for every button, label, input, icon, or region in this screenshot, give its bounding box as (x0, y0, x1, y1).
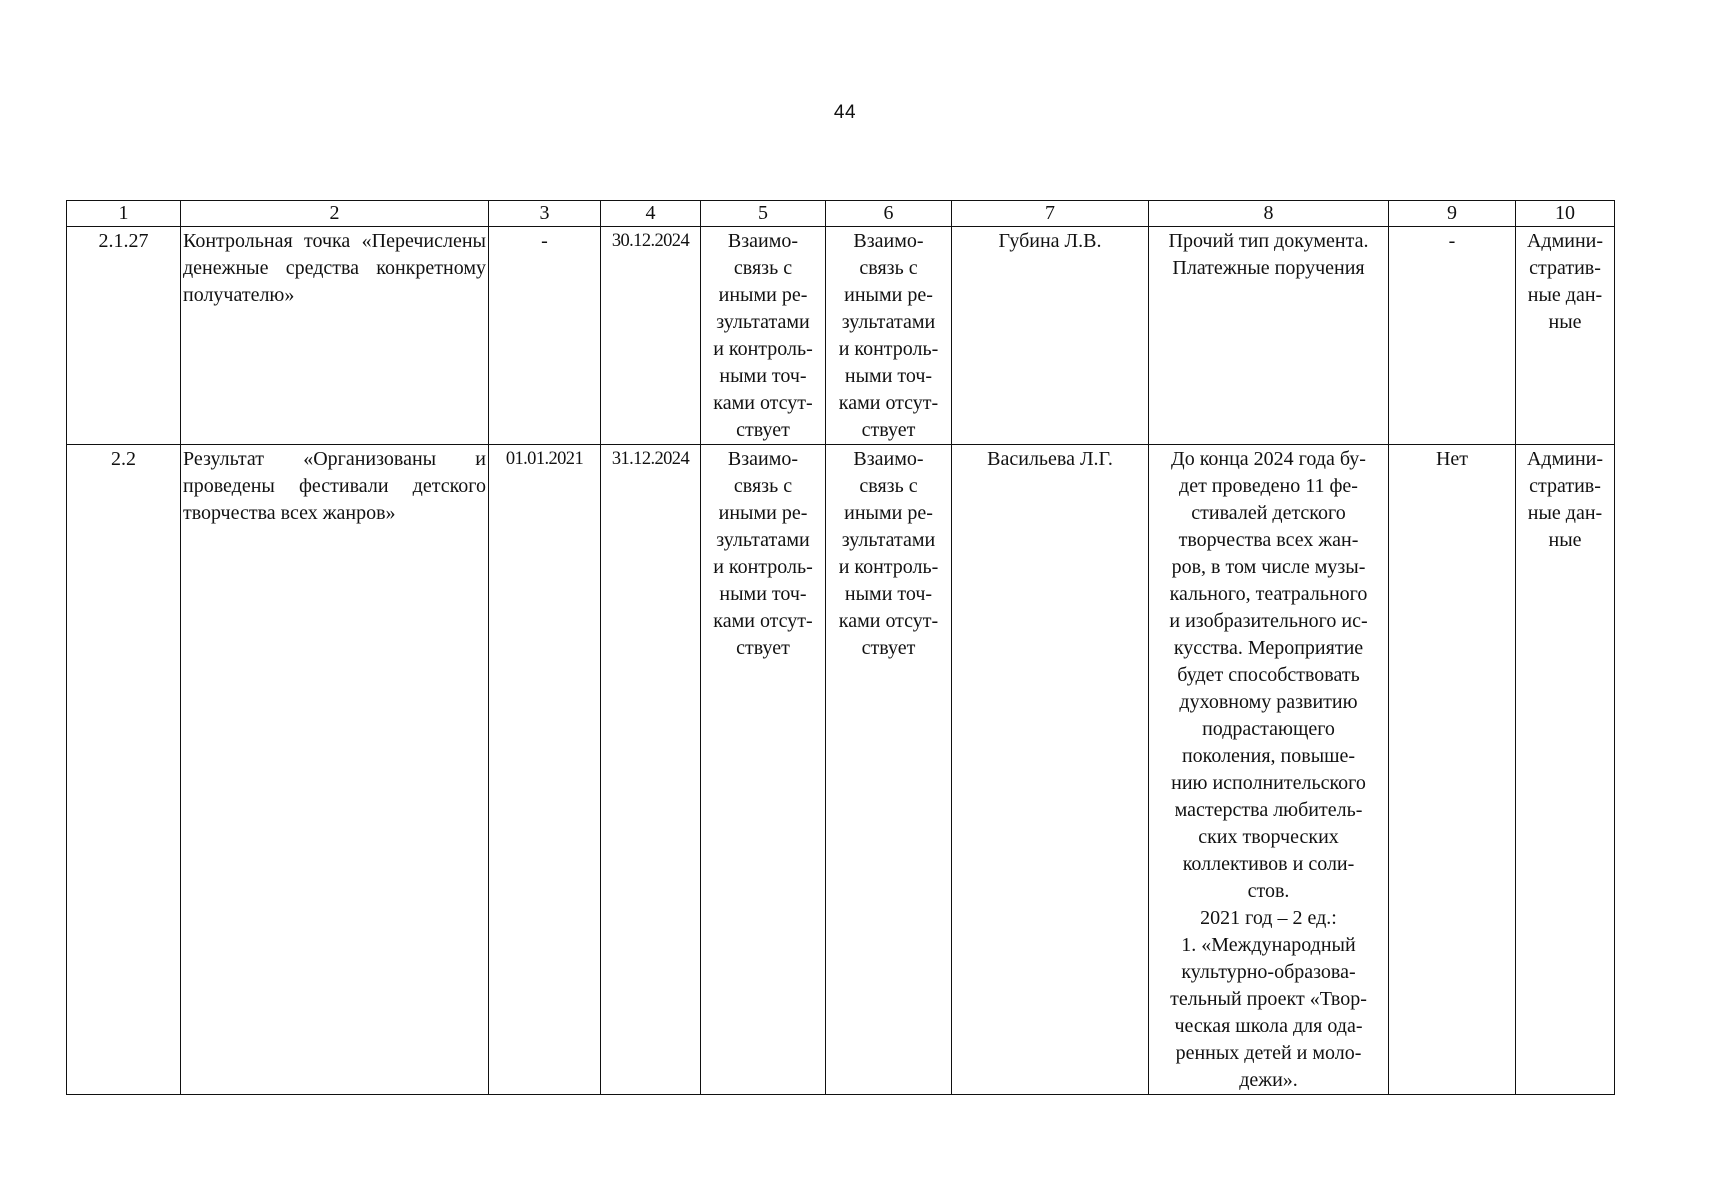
row-number: 2.2 (67, 445, 181, 1095)
row-document: Прочий тип документа. Платежные поручения (1149, 227, 1389, 445)
table-row (67, 445, 1615, 1095)
row-source: Админи- стратив- ные дан- ные (1516, 445, 1615, 1095)
row-relation-next: Взаимо- связь с иными ре- зультатами и контроль- ными точ- ками отсут- ствует (826, 227, 952, 445)
row-start-date: 01.01.2021 (489, 445, 601, 1095)
row-end-date: 30.12.2024 (601, 227, 701, 445)
header-col-5: 5 (701, 201, 826, 227)
row-responsible: Васильева Л.Г. (952, 445, 1149, 1095)
table-row (67, 227, 1615, 445)
row-responsible: Губина Л.В. (952, 227, 1149, 445)
row-relation-prev: Взаимо- связь с иными ре- зультатами и контроль- ными точ- ками отсут- ствует (701, 227, 826, 445)
header-col-8: 8 (1149, 201, 1389, 227)
row-gis: Нет (1389, 445, 1516, 1095)
page-number: 44 (833, 102, 857, 123)
row-document: До конца 2024 года бу- дет проведено 11 фе- стивалей детского творчества всех жан- ров, в том числе музы- кального, театрального и изобразительного ис- кусства. Мероприятие будет способствовать духовному развитию подрастающего поколения, повыше- нию исполнительского мастерства любитель- ских творческих коллективов и соли- стов. 2021 год – 2 ед.: 1. «Международный культурно-образова- тельный проект «Твор- ческая школа для ода- ренных детей и моло- дежи». (1149, 445, 1389, 1095)
header-col-1: 1 (67, 201, 181, 227)
header-col-9: 9 (1389, 201, 1516, 227)
row-name: Результат «Организованы и проведены фестивали детского творчества всех жанров» (181, 445, 489, 1095)
row-number: 2.1.27 (67, 227, 181, 445)
header-col-10: 10 (1516, 201, 1615, 227)
header-col-3: 3 (489, 201, 601, 227)
row-end-date: 31.12.2024 (601, 445, 701, 1095)
header-row (67, 201, 1615, 227)
row-gis: - (1389, 227, 1516, 445)
row-relation-next: Взаимо- связь с иными ре- зультатами и контроль- ными точ- ками отсут- ствует (826, 445, 952, 1095)
header-col-7: 7 (952, 201, 1149, 227)
row-start-date: - (489, 227, 601, 445)
header-col-6: 6 (826, 201, 952, 227)
row-source: Админи- стратив- ные дан- ные (1516, 227, 1615, 445)
row-name: Контрольная точка «Перечислены денежные средства конкретному получателю» (181, 227, 489, 445)
header-col-2: 2 (181, 201, 489, 227)
row-relation-prev: Взаимо- связь с иными ре- зультатами и контроль- ными точ- ками отсут- ствует (701, 445, 826, 1095)
header-col-4: 4 (601, 201, 701, 227)
document-table (66, 200, 1615, 1095)
